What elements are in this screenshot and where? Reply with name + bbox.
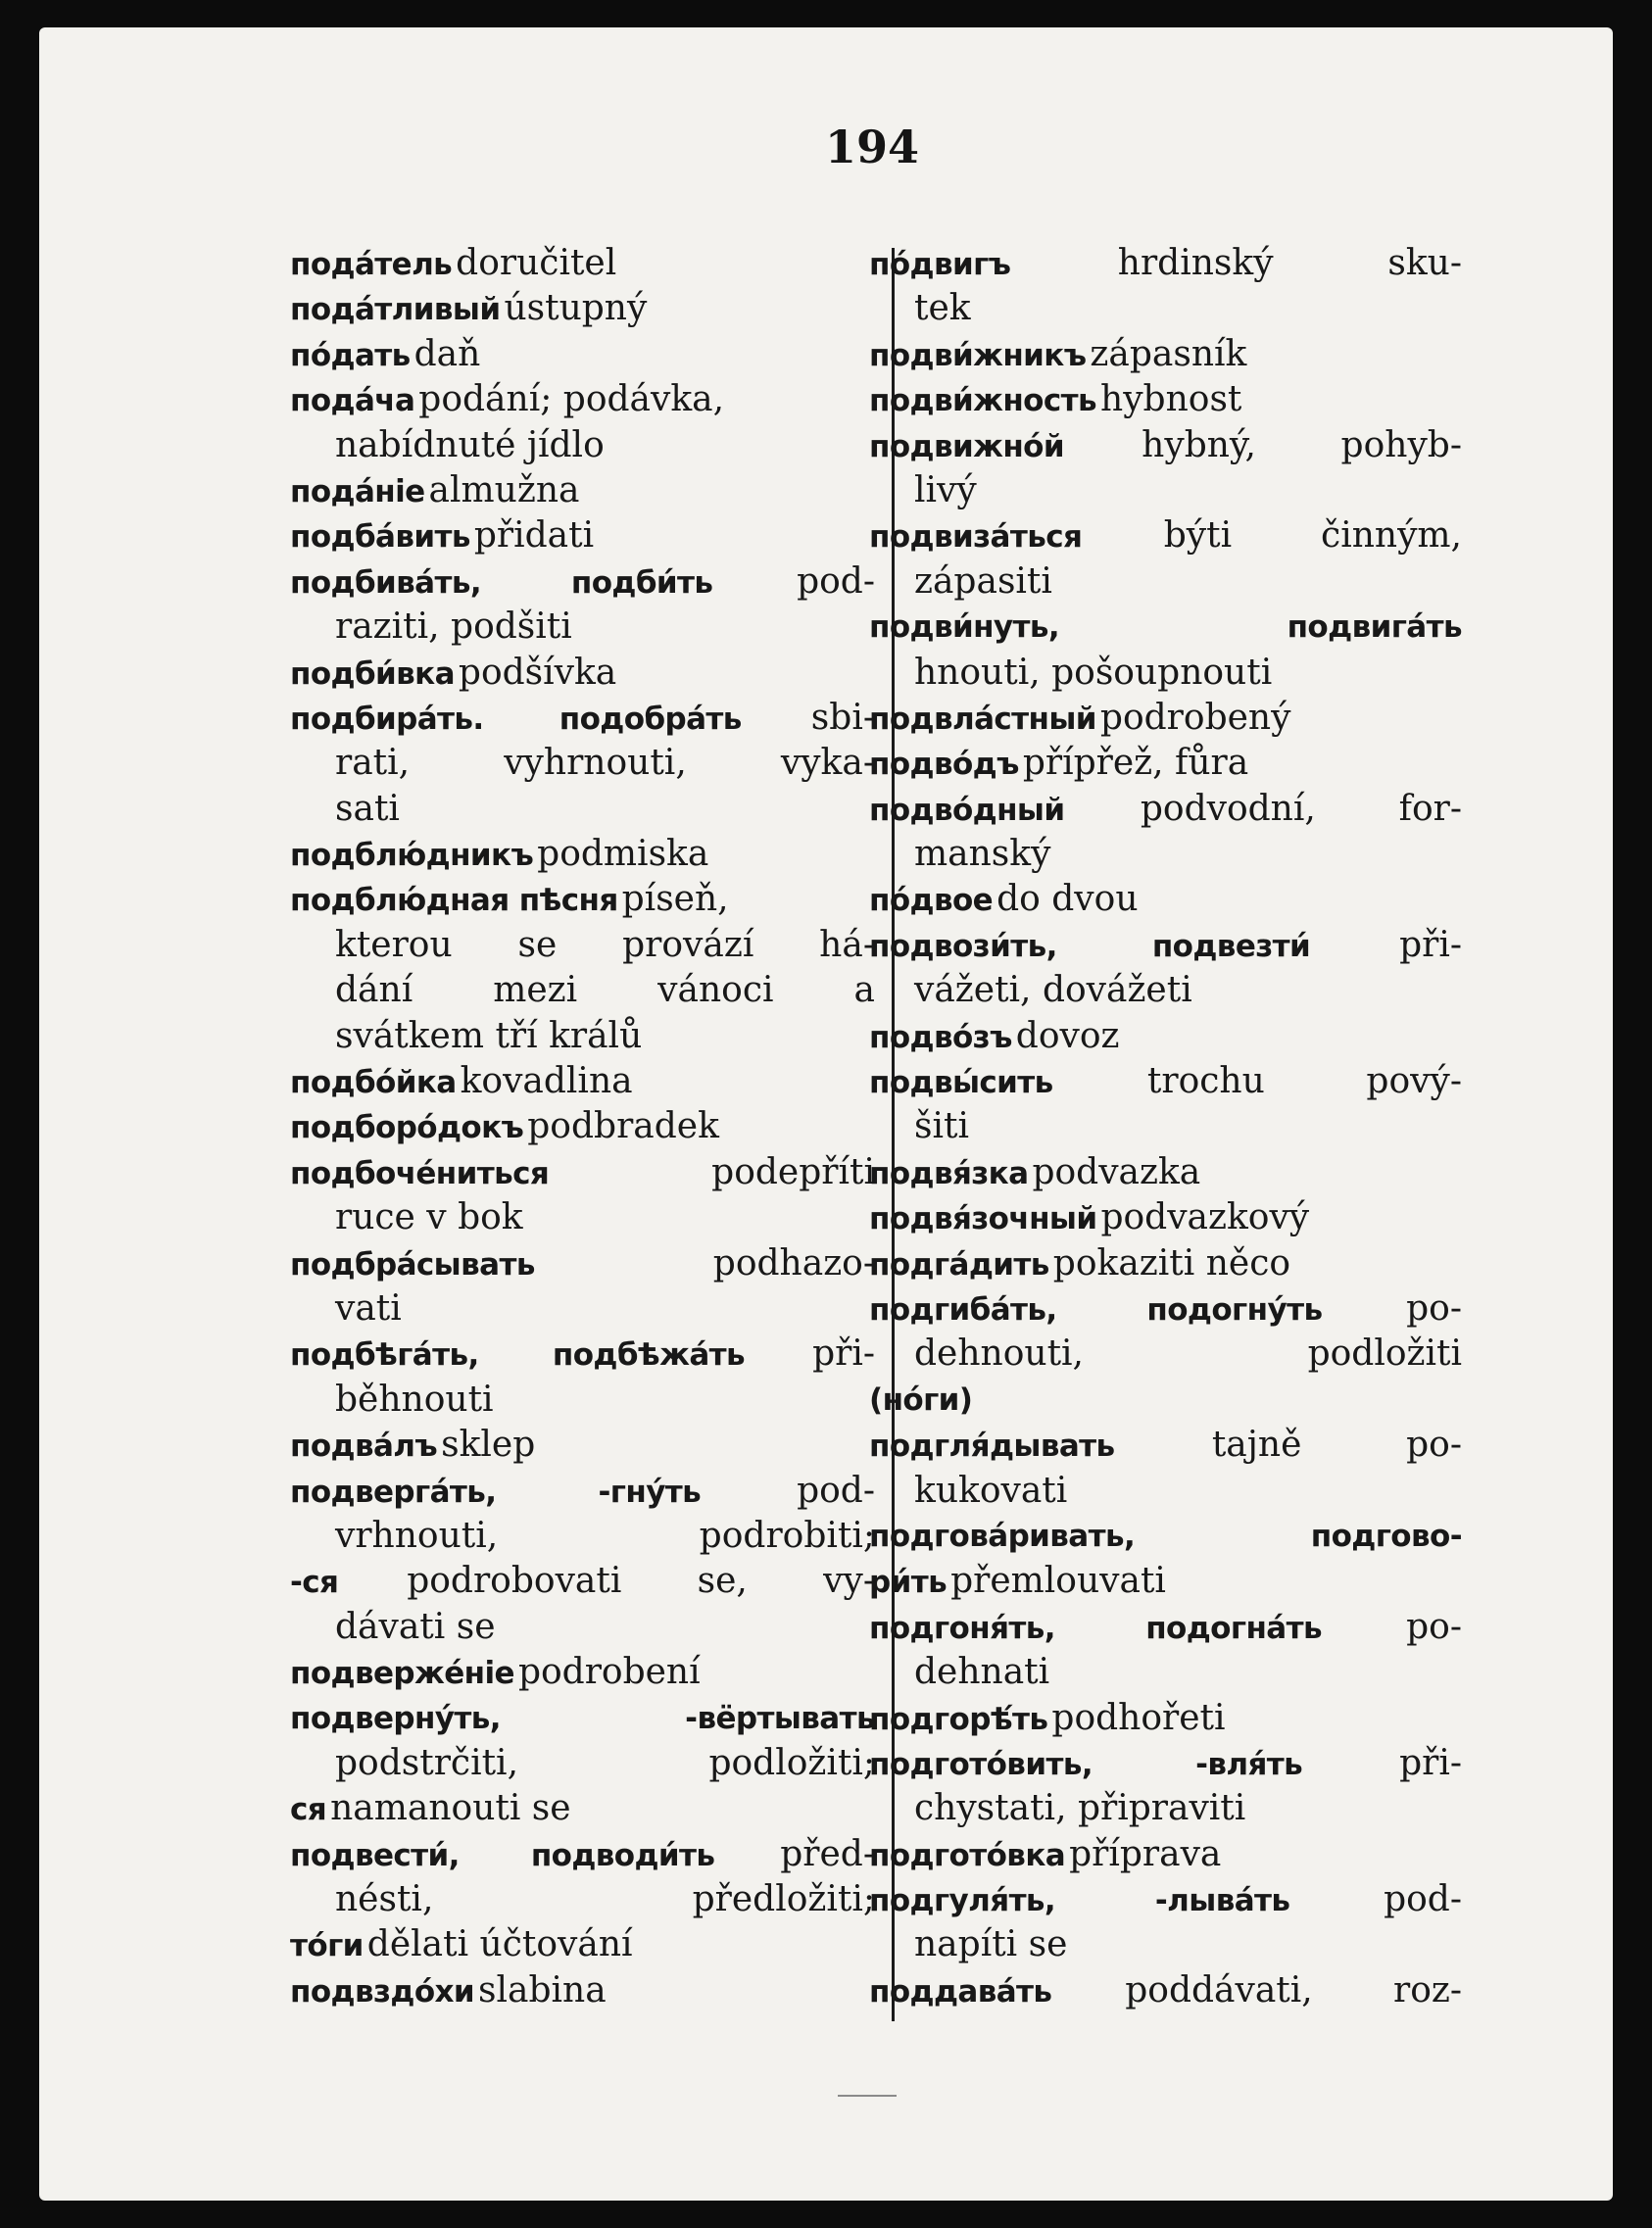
definition: dehnouti, podložiti <box>914 1333 1462 1375</box>
dictionary-line <box>290 1014 875 1059</box>
definition: sklep <box>441 1425 536 1466</box>
dictionary-line <box>869 651 1462 696</box>
definition: býti činným, <box>1163 515 1462 557</box>
dictionary-line <box>869 605 1462 650</box>
dictionary-line <box>290 787 875 832</box>
headword: пода́тливый <box>290 292 501 328</box>
headword: подвижно́й <box>869 428 1064 464</box>
headword: -ся <box>290 1565 339 1601</box>
dictionary-line <box>290 1559 875 1604</box>
headword: подбѣга́ть, подбѣжа́ть <box>290 1337 746 1374</box>
headword: подвздóхи <box>290 1973 475 2010</box>
definition: podrobení <box>517 1652 701 1693</box>
dictionary-line <box>290 1605 875 1650</box>
definition: tajně po- <box>1211 1425 1462 1466</box>
definition: hnouti, pošoupnouti <box>914 652 1273 693</box>
dictionary-line <box>290 1877 875 1922</box>
definition: podhořeti <box>1051 1697 1226 1738</box>
dictionary-line <box>290 1104 875 1149</box>
headword: подбива́ть, подби́ть <box>290 564 713 601</box>
dictionary-line <box>869 1832 1462 1877</box>
headword: подгото́вка <box>869 1837 1066 1873</box>
dictionary-line <box>290 1832 875 1877</box>
headword: подвози́ть, подвезти́ <box>869 928 1311 964</box>
headword: подгова́ривать, подгово- <box>869 1518 1462 1554</box>
dictionary-line <box>869 1286 1462 1332</box>
definition: kovadlina <box>460 1061 633 1102</box>
headword: (но́ги) <box>869 1381 973 1418</box>
definition: ústupný <box>504 288 648 329</box>
definition: pokaziti něco <box>1052 1242 1291 1284</box>
dictionary-line <box>869 1786 1462 1831</box>
dictionary-line <box>290 1696 875 1741</box>
headword: подви́жность <box>869 383 1097 419</box>
dictionary-line <box>290 696 875 741</box>
headword: подблю́дникъ <box>290 838 534 874</box>
definition: raziti, podšiti <box>335 606 572 648</box>
headword: подга́дить <box>869 1246 1049 1283</box>
dictionary-line <box>869 1332 1462 1377</box>
headword: подгля́дывать <box>869 1429 1115 1465</box>
dictionary-line <box>869 877 1462 922</box>
dictionary-line <box>290 923 875 968</box>
dictionary-line <box>290 468 875 513</box>
headword: подверга́ть, -гну́ть <box>290 1474 702 1510</box>
headword: подгуля́ть, -лыва́ть <box>869 1883 1290 1919</box>
dictionary-line <box>869 1423 1462 1468</box>
dictionary-line <box>290 1241 875 1286</box>
dictionary-line <box>869 468 1462 513</box>
definition: příprava <box>1069 1833 1222 1874</box>
headword: подвести́, подводи́ть <box>290 1837 715 1873</box>
dictionary-line <box>869 1877 1462 1922</box>
dictionary-line <box>869 1696 1462 1741</box>
dictionary-line <box>290 605 875 650</box>
dictionary-line <box>869 1559 1462 1604</box>
dictionary-line <box>290 1150 875 1195</box>
dictionary-line <box>290 1922 875 1967</box>
dictionary-line <box>869 1605 1462 1650</box>
bottom-rule <box>838 2095 897 2097</box>
dictionary-line <box>869 1378 1462 1423</box>
definition: rati, vyhrnouti, vyka- <box>335 743 875 784</box>
headword: подгото́вить, -вля́ть <box>869 1746 1303 1782</box>
dictionary-column-left <box>290 241 875 2013</box>
headword: подгорѣ́ть <box>869 1701 1048 1737</box>
definition: nabídnuté jídlo <box>335 424 605 465</box>
headword: ри́ть <box>869 1565 947 1601</box>
dictionary-line <box>290 423 875 468</box>
dictionary-line <box>869 377 1462 422</box>
headword: подбо́йка <box>290 1065 457 1101</box>
definition: sbi- <box>810 697 875 738</box>
headword: подвя́зочный <box>869 1201 1097 1237</box>
dictionary-line <box>290 286 875 331</box>
headword: подвла́стный <box>869 701 1096 737</box>
dictionary-line <box>869 423 1462 468</box>
definition: hybnost <box>1100 379 1242 420</box>
headword: пода́ніе <box>290 473 425 509</box>
headword: поддава́ть <box>869 1973 1052 2010</box>
headword: подбоче́ниться <box>290 1155 550 1191</box>
dictionary-column-right <box>869 241 1462 2013</box>
headword: подвы́сить <box>869 1065 1053 1101</box>
dictionary-line <box>869 513 1462 558</box>
headword: подблю́дная пѣсня <box>290 883 618 919</box>
headword: тóги <box>290 1928 364 1964</box>
dictionary-line <box>869 1014 1462 1059</box>
dictionary-line <box>869 241 1462 286</box>
dictionary-line <box>869 696 1462 741</box>
dictionary-line <box>290 741 875 786</box>
headword: подво́дный <box>869 792 1065 828</box>
dictionary-line <box>290 1741 875 1786</box>
definition: podepříti <box>711 1151 875 1192</box>
definition: podání; podávka, <box>418 379 725 420</box>
definition: doručitel <box>456 243 617 283</box>
definition: dání mezi vánoci a <box>335 970 875 1011</box>
definition: po- <box>1406 1287 1462 1329</box>
dictionary-line <box>869 1059 1462 1104</box>
dictionary-line <box>290 332 875 377</box>
definition: pod- <box>1384 1879 1462 1920</box>
dictionary-line <box>869 1104 1462 1149</box>
definition: daň <box>413 333 481 374</box>
dictionary-line <box>290 377 875 422</box>
dictionary-line <box>290 968 875 1013</box>
dictionary-line <box>290 877 875 922</box>
definition: slabina <box>478 1969 607 2010</box>
dictionary-line <box>869 741 1462 786</box>
definition: před- <box>780 1833 875 1874</box>
definition: dovoz <box>1015 1015 1120 1056</box>
definition: podhazo- <box>712 1242 875 1284</box>
definition: podvazkový <box>1100 1197 1310 1238</box>
dictionary-line <box>869 832 1462 877</box>
definition: šiti <box>914 1106 969 1147</box>
definition: po- <box>1406 1606 1462 1647</box>
dictionary-line <box>290 1059 875 1104</box>
headword: подверже́ніе <box>290 1656 514 1692</box>
dictionary-line <box>869 787 1462 832</box>
definition: kterou se provází há- <box>335 924 875 965</box>
headword: подба́вить <box>290 519 470 556</box>
headword: подбра́сывать <box>290 1246 535 1283</box>
headword: подби́вка <box>290 655 455 692</box>
dictionary-line <box>869 1968 1462 2013</box>
dictionary-line <box>869 923 1462 968</box>
definition: při- <box>1399 1742 1462 1783</box>
dictionary-line <box>869 968 1462 1013</box>
definition: zápasník <box>1090 333 1247 374</box>
headword: пода́тель <box>290 247 453 282</box>
dictionary-line <box>290 651 875 696</box>
definition: při- <box>1399 924 1463 965</box>
definition: vati <box>335 1287 402 1329</box>
definition: vážeti, dovážeti <box>914 970 1192 1011</box>
definition: podstrčiti, podložiti; <box>335 1742 875 1783</box>
definition: dělati účtování <box>366 1924 633 1965</box>
definition: hrdinský sku- <box>1117 243 1462 283</box>
definition: podbradek <box>527 1106 719 1147</box>
definition: sati <box>335 788 400 829</box>
book-page <box>39 27 1613 2201</box>
dictionary-line <box>869 1741 1462 1786</box>
headword: подво́зъ <box>869 1019 1012 1055</box>
dictionary-line <box>290 513 875 558</box>
definition: hybný, pohyb- <box>1142 424 1462 465</box>
headword: подви́нуть, подвига́ть <box>869 609 1462 646</box>
definition: zápasiti <box>914 560 1052 602</box>
headword: подверну́ть, -вёртывать <box>290 1700 875 1736</box>
dictionary-line <box>290 832 875 877</box>
headword: подгиба́ть, подогну́ть <box>869 1291 1323 1328</box>
definition: běhnouti <box>335 1379 494 1420</box>
definition: trochu pový- <box>1146 1061 1462 1102</box>
dictionary-line <box>290 1514 875 1559</box>
headword: по́двигъ <box>869 247 1011 282</box>
headword: подво́дъ <box>869 747 1019 783</box>
dictionary-line <box>290 1469 875 1514</box>
dictionary-line <box>869 1241 1462 1286</box>
definition: napíti se <box>914 1924 1068 1965</box>
dictionary-line <box>290 1195 875 1240</box>
headword: подви́жникъ <box>869 337 1087 373</box>
dictionary-line <box>290 1286 875 1332</box>
definition: podrobený <box>1099 697 1291 738</box>
dictionary-line <box>869 559 1462 605</box>
definition: přidati <box>473 515 595 557</box>
definition: chystati, připraviti <box>914 1788 1246 1829</box>
dictionary-line <box>290 241 875 286</box>
headword: по́двое <box>869 883 994 919</box>
definition: svátkem tří králů <box>335 1015 643 1056</box>
dictionary-line <box>290 559 875 605</box>
definition: vrhnouti, podrobiti; <box>335 1515 875 1556</box>
definition: dávati se <box>335 1606 496 1647</box>
definition: pod- <box>797 560 875 602</box>
definition: nésti, předložiti; <box>335 1879 875 1920</box>
definition: ruce v bok <box>335 1197 523 1238</box>
dictionary-line <box>869 1650 1462 1695</box>
dictionary-line <box>290 1968 875 2013</box>
definition: podrobovati se, vy- <box>407 1561 875 1602</box>
dictionary-line <box>869 286 1462 331</box>
definition: manský <box>914 834 1051 875</box>
headword: ся <box>290 1792 327 1828</box>
dictionary-line <box>869 332 1462 377</box>
dictionary-line <box>869 1195 1462 1240</box>
definition: kukovati <box>914 1470 1068 1511</box>
definition: almužna <box>428 469 580 510</box>
dictionary-line <box>290 1332 875 1377</box>
definition: podšívka <box>458 652 617 693</box>
definition: přemlouvati <box>950 1561 1166 1602</box>
headword: подборо́докъ <box>290 1110 524 1146</box>
headword: подвиза́ться <box>869 519 1083 556</box>
dictionary-line <box>290 1650 875 1695</box>
definition: podvodní, for- <box>1140 788 1463 829</box>
headword: подгоня́ть, подогна́ть <box>869 1610 1322 1646</box>
headword: подва́лъ <box>290 1429 438 1465</box>
definition: livý <box>914 469 977 510</box>
definition: podvazka <box>1032 1151 1201 1192</box>
headword: подбира́ть. подобра́ть <box>290 701 742 737</box>
headword: подвя́зка <box>869 1155 1029 1191</box>
dictionary-line <box>290 1378 875 1423</box>
definition: do dvou <box>996 879 1139 920</box>
dictionary-line <box>869 1514 1462 1559</box>
definition: podmiska <box>537 834 709 875</box>
dictionary-line <box>869 1469 1462 1514</box>
definition: pod- <box>797 1470 876 1511</box>
dictionary-line <box>869 1150 1462 1195</box>
dictionary-line <box>290 1786 875 1831</box>
definition: přípřež, fůra <box>1022 743 1249 784</box>
definition: namanouti se <box>330 1788 571 1829</box>
definition: dehnati <box>914 1652 1050 1693</box>
definition: tek <box>914 288 971 329</box>
headword: пода́ча <box>290 383 415 419</box>
dictionary-line <box>869 1922 1462 1967</box>
page-number: 194 <box>824 121 920 173</box>
definition: při- <box>812 1333 875 1375</box>
dictionary-line <box>290 1423 875 1468</box>
definition: píseň, <box>621 879 729 920</box>
definition: poddávati, roz- <box>1125 1969 1462 2010</box>
headword: по́дать <box>290 337 411 373</box>
